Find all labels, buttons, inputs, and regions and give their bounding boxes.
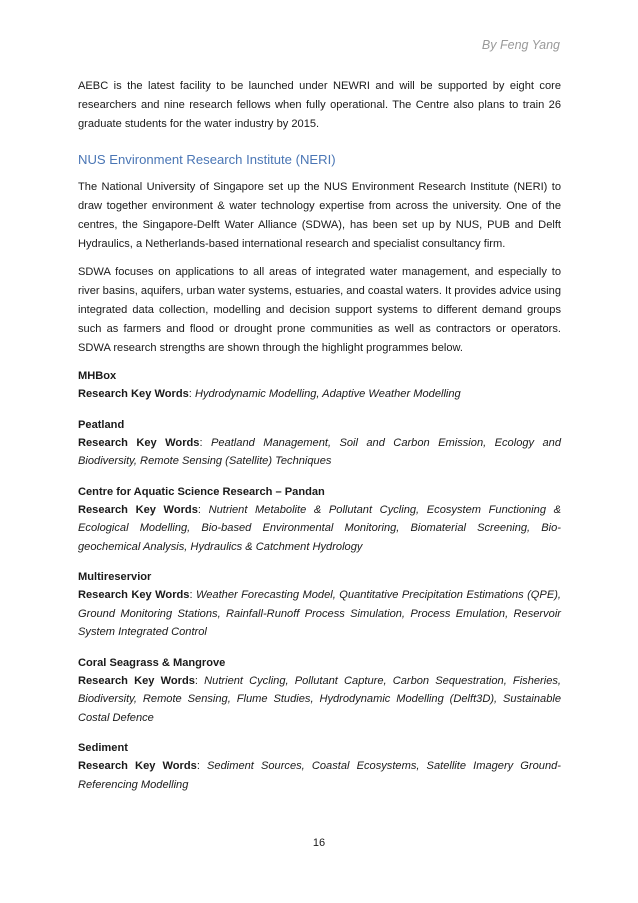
keywords-separator: : [196, 760, 208, 772]
keywords-separator: : [194, 674, 205, 687]
keywords-separator: : [189, 589, 196, 601]
programme-name: Sediment [78, 742, 128, 754]
keywords-label: Research Key Words [78, 674, 195, 687]
programme-item [78, 367, 561, 404]
keywords-text: Hydrodynamic Modelling, Adaptive Weather Modelling [194, 388, 461, 400]
keywords-text: Nutrient Cycling, Pollutant Capture, Carbon Sequestration, Fisheries, Biodiversity, Remote Sensing, Flume Studies, Hydrodynamic Modelling (Delft3D), Sustainable Costal Defence [78, 674, 562, 724]
keywords-label: Research Key Words [78, 436, 200, 449]
keywords-separator: : [197, 503, 209, 516]
keywords-label: Research Key Words [78, 589, 190, 601]
header-author: By Feng Yang [481, 38, 560, 52]
programme-item [78, 568, 561, 642]
programme-keywords [78, 586, 561, 642]
programme-item [78, 416, 561, 471]
programme-keywords [78, 672, 561, 728]
keywords-text: Peatland Management, Soil and Carbon Emission, Ecology and Biodiversity, Remote Sensing (Satellite) Techniques [78, 436, 562, 467]
section-paragraph: The National University of Singapore set up the NUS Environment Research Institute (NERI) to draw together environment & water technology expertise from across the university. One of the centres, the Singapore-Delft Water Alliance (SDWA), has been set up by NUS, PUB and Delft Hydraulics, a Netherlands-based international research and specialist consultancy firm. [78, 181, 561, 250]
programme-name: Peatland [78, 418, 125, 431]
keywords-label: Research Key Words [78, 388, 189, 400]
keywords-label: Research Key Words [78, 760, 197, 772]
programme-name: Coral Seagrass & Mangrove [78, 656, 226, 669]
programme-name: Centre for Aquatic Science Research – Pandan [78, 485, 325, 498]
keywords-text: Weather Forecasting Model, Quantitative Precipitation Estimations (QPE), Ground Monitoring Stations, Rainfall-Runoff Process Simulation, Process Emulation, Reservoir System Integrated Control [78, 589, 561, 638]
programme-item [78, 483, 561, 557]
section-heading: NUS Environment Research Institute (NERI) [78, 152, 336, 167]
page-number: 16 [312, 837, 326, 849]
programme-name: Multireservior [78, 571, 152, 583]
section-paragraph: SDWA focuses on applications to all areas of integrated water management, and especially to river basins, aquifers, urban water systems, estuaries, and coastal waters. It provides advice using integrated data collection, modelling and decision support systems to different demand groups such as farmers and flood or drought prone communities as well as contractors or operators. SDWA research strengths are shown through the highlight programmes below. [78, 266, 561, 354]
keywords-label: Research Key Words [78, 503, 198, 516]
keywords-text: Sediment Sources, Coastal Ecosystems, Satellite Imagery Ground-Referencing Modelling [78, 760, 562, 791]
keywords-text: Nutrient Metabolite & Pollutant Cycling, Ecosystem Functioning & Ecological Modelling, Bio-based Environmental Monitoring, Biomaterial Screening, Bio-geochemical Analysis, Hydraulics & Catchment Hydrology [78, 503, 562, 553]
keywords-separator: : [199, 436, 211, 449]
programme-keywords [78, 385, 561, 404]
document-body [78, 77, 561, 806]
keywords-separator: : [188, 388, 195, 400]
programme-keywords [78, 757, 561, 794]
programme-item [78, 654, 561, 728]
programme-name: MHBox [78, 370, 117, 382]
intro-paragraph: AEBC is the latest facility to be launched under NEWRI and will be supported by eight core researchers and nine research fellows when fully operational. The Centre also plans to train 26 graduate students for the water industry by 2015. [78, 80, 561, 130]
programme-keywords [78, 434, 561, 471]
programme-keywords [78, 501, 561, 557]
programme-item [78, 739, 561, 794]
